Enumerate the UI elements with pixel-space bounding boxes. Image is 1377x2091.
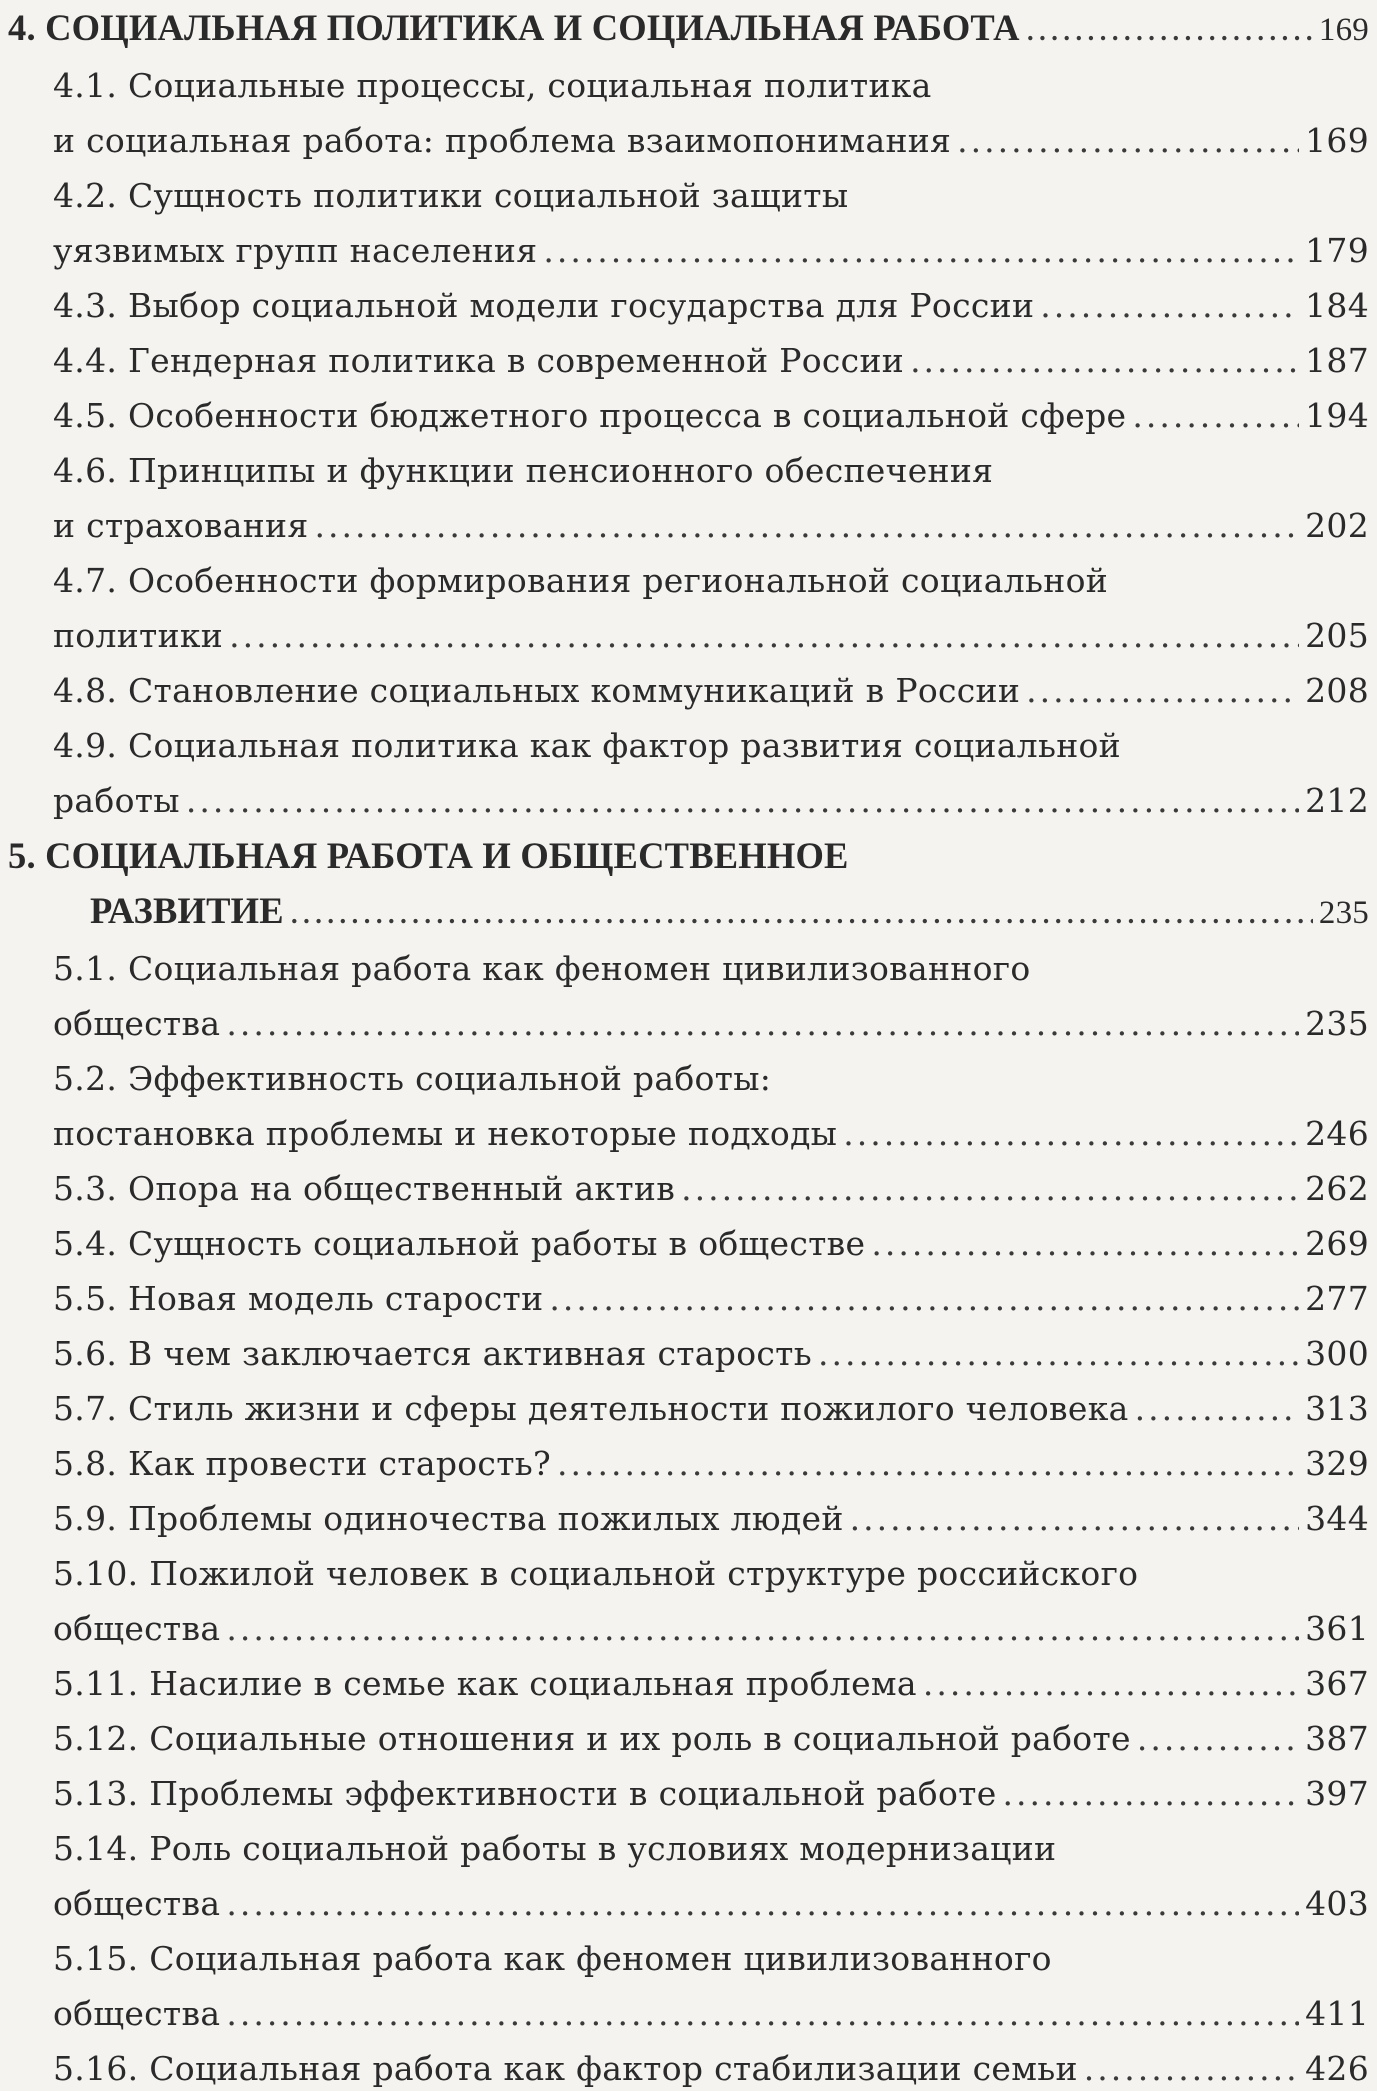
dot-leader: [1026, 663, 1299, 718]
entry-title: общества: [53, 1994, 221, 2033]
dot-leader: [957, 113, 1299, 168]
entry-title: и страхования: [53, 506, 309, 545]
section-heading-text: РАЗВИТИЕ: [90, 890, 284, 931]
table-of-contents: [8, 0, 1369, 2091]
toc-line: [53, 498, 1369, 553]
page-number: 184: [1305, 286, 1369, 325]
toc-entry: [8, 58, 1369, 168]
toc-entry: [8, 1491, 1369, 1546]
toc-entry: [8, 1271, 1369, 1326]
toc-line: [53, 443, 1369, 498]
toc-line: [53, 1491, 1369, 1546]
toc-line: [53, 718, 1369, 773]
entry-title: 4.3. Выбор социальной модели государства для России: [53, 286, 1035, 325]
entry-title: 5.13. Проблемы эффективности в социальной работе: [53, 1774, 997, 1813]
page-number: 397: [1305, 1774, 1369, 1813]
entry-title: общества: [53, 1004, 221, 1043]
dot-leader: [229, 608, 1299, 663]
entry-title: 4.6. Принципы и функции пенсионного обеспечения: [53, 451, 994, 490]
entry-title: 4.5. Особенности бюджетного процесса в социальной сфере: [53, 396, 1127, 435]
toc-line: [53, 333, 1369, 388]
page-number: 205: [1305, 616, 1369, 655]
toc-line: [53, 1766, 1369, 1821]
page-number: 387: [1305, 1719, 1369, 1758]
toc-line: [53, 1876, 1369, 1931]
section-heading-text: 4. СОЦИАЛЬНАЯ ПОЛИТИКА И СОЦИАЛЬНАЯ РАБОТА: [8, 7, 1020, 48]
page-number: 269: [1305, 1224, 1369, 1263]
toc-line: [53, 1161, 1369, 1216]
toc-section: [8, 0, 1369, 828]
entry-title: 5.7. Стиль жизни и сферы деятельности пожилого человека: [53, 1389, 1129, 1428]
page-number: 262: [1305, 1169, 1369, 1208]
page-number: 403: [1305, 1884, 1369, 1923]
toc-line: [8, 0, 1369, 58]
toc-entry: [8, 718, 1369, 828]
entry-title: 5.5. Новая модель старости: [53, 1279, 544, 1318]
toc-entry: [8, 1326, 1369, 1381]
toc-entry: [8, 941, 1369, 1051]
toc-entry: [8, 168, 1369, 278]
page-number: 235: [1318, 895, 1369, 931]
page-number: 202: [1305, 506, 1369, 545]
toc-section: [8, 828, 1369, 2091]
entry-title: 5.16. Социальная работа как фактор стабилизации семьи: [53, 2049, 1078, 2088]
entry-title: 5.6. В чем заключается активная старость: [53, 1334, 812, 1373]
dot-leader: [1132, 388, 1299, 443]
toc-line: [53, 58, 1369, 113]
dot-leader: [850, 1491, 1299, 1546]
toc-line: [53, 1711, 1369, 1766]
dot-leader: [1040, 278, 1299, 333]
page-number: 179: [1305, 231, 1369, 270]
entry-title: 4.1. Социальные процессы, социальная политика: [53, 66, 932, 105]
toc-line: [53, 1271, 1369, 1326]
dot-leader: [1135, 1381, 1299, 1436]
toc-entry: [8, 1546, 1369, 1656]
entry-title: общества: [53, 1609, 221, 1648]
dot-leader: [226, 996, 1299, 1051]
dot-leader: [910, 333, 1299, 388]
dot-leader: [871, 1216, 1299, 1271]
page-number: 426: [1305, 2049, 1369, 2088]
entry-title: работы: [53, 781, 180, 820]
page-number: 344: [1305, 1499, 1369, 1538]
toc-line: [53, 113, 1369, 168]
toc-line: [53, 1931, 1369, 1986]
toc-entry: [8, 443, 1369, 553]
toc-entry: [8, 1216, 1369, 1271]
dot-leader: [1026, 0, 1313, 55]
dot-leader: [226, 1601, 1299, 1656]
entry-title: 4.9. Социальная политика как фактор развития социальной: [53, 726, 1121, 765]
page-number: 169: [1318, 12, 1369, 48]
toc-line: [53, 1546, 1369, 1601]
toc-entry: [8, 663, 1369, 718]
page-number: 187: [1305, 341, 1369, 380]
entry-title: 5.14. Роль социальной работы в условиях модернизации: [53, 1829, 1057, 1868]
toc-entry: [8, 1051, 1369, 1161]
entry-title: 4.2. Сущность политики социальной защиты: [53, 176, 849, 215]
toc-entry: [8, 1821, 1369, 1931]
dot-leader: [226, 1986, 1299, 2041]
toc-line: [53, 388, 1369, 443]
entry-title: общества: [53, 1884, 221, 1923]
dot-leader: [818, 1326, 1299, 1381]
dot-leader: [543, 223, 1299, 278]
dot-leader: [226, 1876, 1299, 1931]
toc-line: [53, 2041, 1369, 2091]
toc-line: [53, 168, 1369, 223]
toc-line: [53, 1326, 1369, 1381]
dot-leader: [290, 883, 1313, 938]
page-number: 361: [1305, 1609, 1369, 1648]
toc-line: [53, 1216, 1369, 1271]
toc-entry: [8, 1931, 1369, 2041]
page-number: 208: [1305, 671, 1369, 710]
entry-title: 5.2. Эффективность социальной работы:: [53, 1059, 772, 1098]
toc-line: [53, 1601, 1369, 1656]
dot-leader: [1003, 1766, 1300, 1821]
dot-leader: [843, 1106, 1299, 1161]
toc-line: [53, 553, 1369, 608]
toc-entry: [8, 2041, 1369, 2091]
entry-title: 5.10. Пожилой человек в социальной структуре российского: [53, 1554, 1139, 1593]
section-heading: [8, 828, 1369, 941]
entry-title: 5.12. Социальные отношения и их роль в социальной работе: [53, 1719, 1131, 1758]
toc-line: [53, 663, 1369, 718]
toc-entry: [8, 553, 1369, 663]
entry-title: 5.1. Социальная работа как феномен цивилизованного: [53, 949, 1031, 988]
section-heading-text: 5. СОЦИАЛЬНАЯ РАБОТА И ОБЩЕСТВЕННОЕ: [8, 835, 849, 876]
toc-line: [53, 1656, 1369, 1711]
entry-title: 5.9. Проблемы одиночества пожилых людей: [53, 1499, 844, 1538]
page-number: 235: [1305, 1004, 1369, 1043]
toc-entry: [8, 388, 1369, 443]
dot-leader: [1084, 2041, 1299, 2091]
toc-entry: [8, 1656, 1369, 1711]
toc-line: [53, 223, 1369, 278]
dot-leader: [681, 1161, 1299, 1216]
entry-title: 4.8. Становление социальных коммуникаций в России: [53, 671, 1021, 710]
dot-leader: [923, 1656, 1299, 1711]
toc-line: [53, 1106, 1369, 1161]
toc-entry: [8, 1711, 1369, 1766]
toc-line: [53, 1051, 1369, 1106]
toc-entry: [8, 1381, 1369, 1436]
entry-title: 5.11. Насилие в семье как социальная проблема: [53, 1664, 917, 1703]
page-number: 194: [1305, 396, 1369, 435]
dot-leader: [186, 773, 1299, 828]
entry-title: 4.7. Особенности формирования региональной социальной: [53, 561, 1109, 600]
toc-line: [53, 941, 1369, 996]
toc-line: [53, 996, 1369, 1051]
toc-line: [53, 1986, 1369, 2041]
dot-leader: [549, 1271, 1299, 1326]
page-number: 329: [1305, 1444, 1369, 1483]
entry-title: постановка проблемы и некоторые подходы: [53, 1114, 838, 1153]
toc-line: [53, 608, 1369, 663]
toc-entry: [8, 1436, 1369, 1491]
toc-line: [8, 828, 1369, 883]
dot-leader: [314, 498, 1299, 553]
section-heading: [8, 0, 1369, 58]
toc-line: [8, 883, 1369, 941]
toc-entry: [8, 1161, 1369, 1216]
page-number: 212: [1305, 781, 1369, 820]
dot-leader: [1137, 1711, 1299, 1766]
toc-entry: [8, 278, 1369, 333]
entry-title: 5.15. Социальная работа как феномен цивилизованного: [53, 1939, 1052, 1978]
entry-title: политики: [53, 616, 224, 655]
page-number: 169: [1305, 121, 1369, 160]
page-number: 277: [1305, 1279, 1369, 1318]
toc-line: [53, 1381, 1369, 1436]
entry-title: 5.8. Как провести старость?: [53, 1444, 552, 1483]
toc-entry: [8, 1766, 1369, 1821]
page-number: 313: [1305, 1389, 1369, 1428]
toc-line: [53, 1436, 1369, 1491]
entry-title: 5.3. Опора на общественный актив: [53, 1169, 676, 1208]
toc-line: [53, 773, 1369, 828]
entry-title: и социальная работа: проблема взаимопонимания: [53, 121, 952, 160]
toc-line: [53, 278, 1369, 333]
page-number: 246: [1305, 1114, 1369, 1153]
page-number: 300: [1305, 1334, 1369, 1373]
entry-title: 5.4. Сущность социальной работы в обществе: [53, 1224, 866, 1263]
toc-entry: [8, 333, 1369, 388]
toc-line: [53, 1821, 1369, 1876]
page-number: 367: [1305, 1664, 1369, 1703]
entry-title: 4.4. Гендерная политика в современной России: [53, 341, 905, 380]
page-number: 411: [1305, 1994, 1369, 2033]
entry-title: уязвимых групп населения: [53, 231, 538, 270]
dot-leader: [557, 1436, 1299, 1491]
